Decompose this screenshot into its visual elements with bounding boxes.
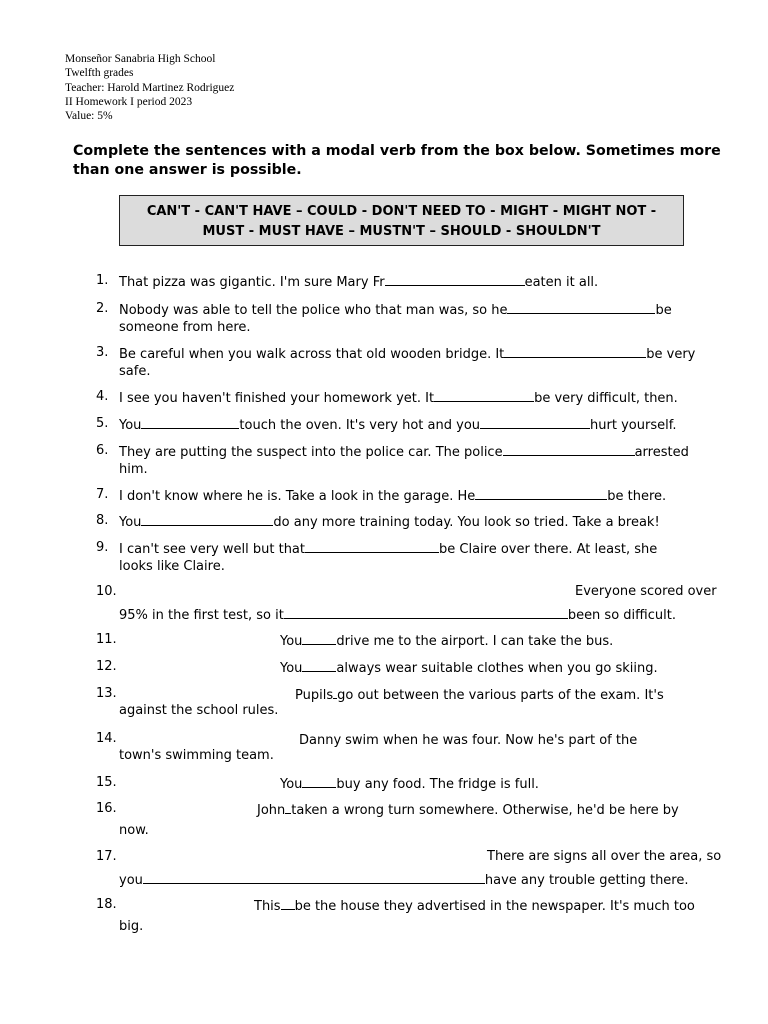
- question-number: 1.: [96, 273, 109, 288]
- answer-blank[interactable]: [302, 631, 336, 645]
- question-5: [96, 415, 736, 434]
- question-10: [96, 583, 736, 623]
- answer-blank[interactable]: [141, 512, 273, 526]
- question-text: arrested: [634, 445, 689, 460]
- question-6: [96, 442, 736, 478]
- answer-blank[interactable]: [281, 896, 295, 910]
- question-text: be very difficult, then.: [534, 391, 678, 406]
- question-text: Pupils: [295, 688, 334, 703]
- answer-blank[interactable]: [504, 344, 646, 358]
- question-number: 7.: [96, 487, 109, 502]
- question-number: 14.: [96, 731, 117, 746]
- question-text: drive me to the airport. I can take the bus.: [336, 634, 614, 649]
- question-number: 5.: [96, 416, 109, 431]
- question-text: do any more training today. You look so tried. Take a break!: [273, 515, 660, 530]
- question-text: I see you haven't finished your homework yet. It: [119, 391, 435, 406]
- question-number: 2.: [96, 301, 109, 316]
- question-text: be the house they advertised in the newspaper. It's much too: [294, 899, 695, 914]
- answer-blank[interactable]: [434, 388, 534, 402]
- question-text: now.: [119, 823, 149, 838]
- question-text: You: [119, 515, 142, 530]
- question-number: 12.: [96, 659, 117, 674]
- question-text: Everyone scored over: [575, 584, 717, 599]
- question-3: [96, 344, 736, 380]
- question-13: [96, 685, 736, 721]
- question-text: I don't know where he is. Take a look in the garage. He: [119, 489, 476, 504]
- modal-verb-box: [119, 195, 684, 246]
- question-text: 95% in the first test, so it: [119, 608, 284, 623]
- question-text: him.: [119, 462, 148, 477]
- word-box-line-2: MUST - MUST HAVE – MUSTN'T – SHOULD - SHOULDN'T: [202, 223, 601, 239]
- question-text: hurt yourself.: [590, 418, 677, 433]
- question-text: taken a wrong turn somewhere. Otherwise, he'd be here by: [291, 803, 679, 818]
- question-14: [96, 730, 736, 766]
- question-text: I can't see very well but that: [119, 542, 305, 557]
- question-text: Be careful when you walk across that old wooden bridge. It: [119, 347, 505, 362]
- question-text: buy any food. The fridge is full.: [336, 777, 539, 792]
- question-1: [96, 272, 736, 291]
- question-text: touch the oven. It's very hot and you: [239, 418, 481, 433]
- question-17: [96, 848, 736, 888]
- answer-blank[interactable]: [302, 658, 336, 672]
- teacher-name: Teacher: Harold Martinez Rodriguez: [65, 81, 235, 94]
- question-number: 4.: [96, 389, 109, 404]
- question-text: someone from here.: [119, 320, 251, 335]
- homework-value: Value: 5%: [65, 110, 113, 123]
- question-16: [96, 800, 736, 840]
- question-4: [96, 388, 736, 407]
- question-text: be Claire over there. At least, she: [439, 542, 658, 557]
- question-text: go out between the various parts of the exam. It's: [337, 688, 664, 703]
- question-number: 13.: [96, 686, 117, 701]
- question-text: safe.: [119, 364, 151, 379]
- question-text: have any trouble getting there.: [484, 873, 689, 888]
- question-7: [96, 486, 736, 505]
- question-number: 11.: [96, 632, 117, 647]
- question-text: They are putting the suspect into the police car. The police: [119, 445, 503, 460]
- question-text: be: [655, 303, 672, 318]
- question-text: big.: [119, 919, 144, 934]
- question-text: town's swimming team.: [119, 748, 274, 763]
- question-number: 18.: [96, 897, 117, 912]
- question-text: been so difficult.: [567, 608, 676, 623]
- answer-blank[interactable]: [475, 486, 607, 500]
- question-text: You: [280, 777, 303, 792]
- question-number: 15.: [96, 775, 117, 790]
- answer-blank[interactable]: [503, 442, 635, 456]
- answer-blank[interactable]: [507, 300, 655, 314]
- question-2: [96, 300, 736, 336]
- answer-blank[interactable]: [385, 272, 525, 286]
- homework-title: II Homework I period 2023: [65, 95, 193, 108]
- question-text: There are signs all over the area, so: [487, 849, 722, 864]
- question-text: looks like Claire.: [119, 559, 225, 574]
- grade-level: Twelfth grades: [65, 67, 134, 80]
- question-text: You: [119, 418, 142, 433]
- question-number: 9.: [96, 540, 109, 555]
- question-number: 17.: [96, 849, 117, 864]
- answer-blank[interactable]: [143, 870, 485, 884]
- question-text: You: [280, 634, 303, 649]
- question-8: [96, 512, 736, 531]
- question-text: That pizza was gigantic. I'm sure Mary Fr: [119, 275, 385, 290]
- question-text: be there.: [607, 489, 667, 504]
- question-text: swim when he was four. Now he's part of the: [345, 733, 638, 748]
- question-number: 10.: [96, 584, 117, 599]
- answer-blank[interactable]: [302, 774, 336, 788]
- question-text: be very: [646, 347, 696, 362]
- answer-blank[interactable]: [141, 415, 239, 429]
- question-number: 3.: [96, 345, 109, 360]
- instructions: Complete the sentences with a modal verb from the box below. Sometimes more than one answer is possible.: [73, 143, 721, 178]
- question-text: you: [119, 873, 143, 888]
- word-box-line-1: CAN'T - CAN'T HAVE – COULD - DON'T NEED TO - MIGHT - MIGHT NOT -: [146, 204, 657, 219]
- document-header: [65, 52, 234, 123]
- answer-blank[interactable]: [284, 605, 568, 619]
- question-text: Danny: [299, 733, 342, 748]
- question-18: [96, 896, 736, 936]
- school-name: Monseñor Sanabria High School: [65, 53, 216, 65]
- question-number: 16.: [96, 801, 117, 816]
- question-text: against the school rules.: [119, 703, 279, 718]
- answer-blank[interactable]: [480, 415, 590, 429]
- question-text: You: [280, 661, 303, 676]
- question-text: Nobody was able to tell the police who that man was, so he: [119, 303, 508, 318]
- question-number: 6.: [96, 443, 109, 458]
- question-text: eaten it all.: [524, 275, 599, 290]
- answer-blank[interactable]: [305, 539, 439, 553]
- question-9: [96, 539, 736, 575]
- question-number: 8.: [96, 513, 109, 528]
- question-text: always wear suitable clothes when you go skiing.: [336, 661, 658, 676]
- question-text: This: [254, 899, 281, 914]
- question-text: John: [257, 803, 286, 818]
